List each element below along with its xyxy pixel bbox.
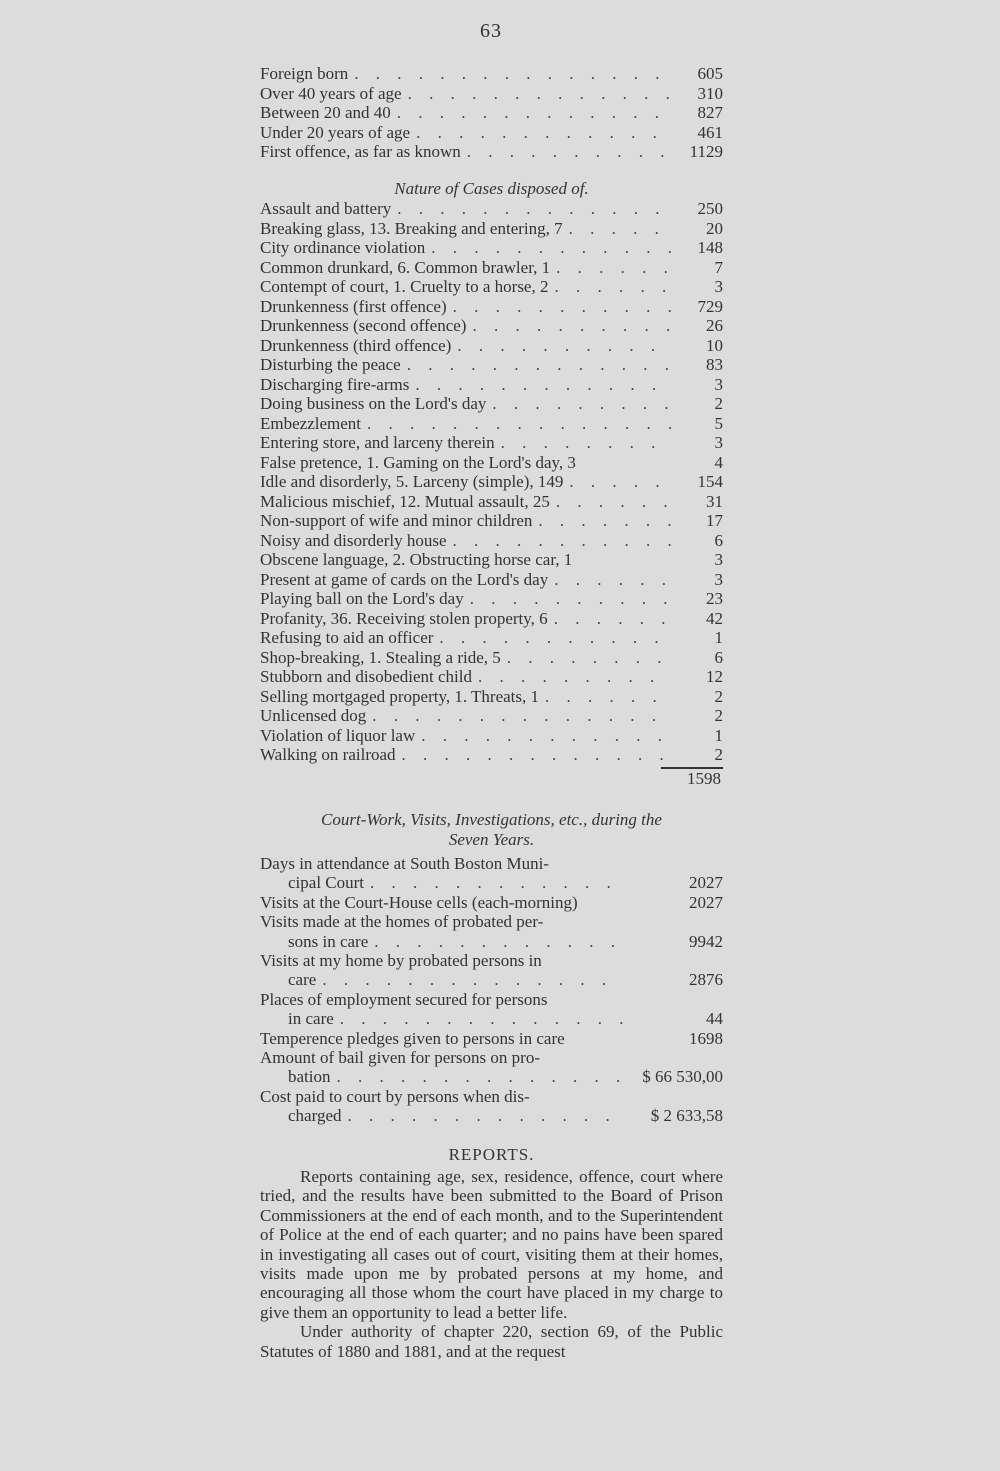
case-count: 729 — [697, 296, 723, 316]
court-work-item — [260, 912, 723, 951]
case-count: 3 — [714, 374, 723, 394]
case-row — [260, 589, 723, 609]
court-work-value: $ 66 530,00 — [642, 1067, 723, 1087]
court-work-value: 2027 — [689, 873, 723, 893]
case-row — [260, 336, 723, 356]
case-label: Selling mortgaged property, 1. Threats, 1 — [260, 686, 540, 706]
case-count: 31 — [706, 491, 723, 511]
case-label: Present at game of cards on the Lord's day — [260, 569, 549, 589]
case-row — [260, 531, 723, 551]
case-label: False pretence, 1. Gaming on the Lord's day, 3 — [260, 452, 576, 472]
case-count: 2 — [714, 706, 723, 725]
case-row — [260, 550, 723, 570]
case-row — [260, 511, 723, 531]
reports-paragraph-1: Reports containing age, sex, residence, offence, court where tried, and the results have been submitted to the Board of Prison Commissioners at the end of each month, and to the Superintendent of Police at the end of each quarter; and no pains have been spared in investigating all cases out of court, visiting them at their homes, visits made upon me by probated persons at my home, and encouraging all those whom the court have placed in my charge to give them an opportunity to lead a better life. — [260, 1167, 723, 1322]
case-row — [260, 492, 723, 512]
court-work-value: 1698 — [689, 1028, 723, 1048]
case-count: 5 — [714, 413, 723, 433]
cases-heading: Nature of Cases disposed of. — [394, 179, 589, 198]
case-label: Obscene language, 2. Obstructing horse car, 1 — [260, 550, 573, 569]
case-row — [260, 258, 723, 278]
case-label: Noisy and disorderly house — [260, 530, 447, 550]
court-work-item — [260, 990, 723, 1029]
case-row — [260, 609, 723, 629]
court-work-item — [260, 893, 723, 912]
case-count: 20 — [706, 218, 723, 238]
case-count: 10 — [706, 335, 723, 355]
case-row — [260, 316, 723, 336]
court-work-value: 9942 — [689, 931, 723, 951]
case-row — [260, 570, 723, 590]
case-count: 12 — [706, 667, 723, 686]
court-work-label: Temperence pledges given to persons in care — [260, 1028, 565, 1048]
case-row — [260, 667, 723, 687]
case-row — [260, 355, 723, 375]
court-work-item — [260, 1048, 723, 1087]
cases-total: 1598 — [687, 768, 721, 788]
case-count: 4 — [714, 452, 723, 472]
court-work-label-line1: Amount of bail given for persons on pro- — [260, 1047, 540, 1067]
cases-table — [260, 199, 723, 765]
case-row — [260, 238, 723, 258]
summary-row: Over 40 years of age . . . 310 — [260, 84, 723, 104]
court-work-label-line1: Visits made at the homes of probated per- — [260, 912, 544, 932]
case-label: Profanity, 36. Receiving stolen property, 6 — [260, 608, 548, 628]
case-count: 1 — [714, 628, 723, 647]
reports-title: REPORTS. — [448, 1145, 535, 1164]
case-row — [260, 453, 723, 473]
summary-row: Under 20 years of age . . . 461 — [260, 123, 723, 143]
court-work-value: 2027 — [689, 892, 723, 912]
case-label: Playing ball on the Lord's day — [260, 589, 464, 608]
case-row — [260, 745, 723, 765]
case-label: Stubborn and disobedient child — [260, 667, 473, 686]
court-work-item — [260, 1029, 723, 1048]
case-label: Embezzlement — [260, 413, 362, 433]
reports-section — [260, 1143, 723, 1361]
case-label: Refusing to aid an officer — [260, 628, 434, 647]
case-label: Common drunkard, 6. Common brawler, 1 — [260, 257, 551, 277]
court-work-value: $ 2 633,58 — [650, 1106, 723, 1126]
reports-paragraph-2: Under authority of chapter 220, section 69, of the Public Statutes of 1880 and 1881, and at the request — [260, 1322, 723, 1361]
case-count: 2 — [714, 394, 723, 413]
case-row — [260, 628, 723, 648]
case-label: City ordinance violation — [260, 238, 426, 257]
case-label: Malicious mischief, 12. Mutual assault, 25 — [260, 491, 550, 511]
court-work-label: bation — [288, 1067, 331, 1087]
case-label: Disturbing the peace — [260, 355, 401, 374]
case-row — [260, 687, 723, 707]
court-work-section — [260, 810, 723, 1125]
court-work-label: in care — [288, 1009, 334, 1029]
summary-row: First offence, as far as known . . . 1129 — [260, 142, 723, 162]
case-row — [260, 726, 723, 746]
case-label: Entering store, and larceny therein — [260, 433, 495, 452]
court-work-label-line1: Days in attendance at South Boston Muni- — [260, 854, 549, 873]
case-row — [260, 648, 723, 668]
court-work-label-line1: Places of employment secured for persons — [260, 989, 548, 1009]
case-row — [260, 433, 723, 453]
case-count: 26 — [706, 316, 723, 335]
court-work-item — [260, 854, 723, 893]
court-work-label-line1: Visits at my home by probated persons in — [260, 950, 542, 970]
case-count: 42 — [706, 608, 723, 628]
case-label: Walking on railroad — [260, 745, 396, 764]
case-label: Doing business on the Lord's day — [260, 394, 487, 413]
case-count: 6 — [714, 530, 723, 550]
case-count: 250 — [697, 199, 723, 218]
court-work-list — [260, 854, 723, 1125]
court-work-label: Visits at the Court-House cells (each-morning) — [260, 892, 578, 912]
case-count: 7 — [714, 257, 723, 277]
case-count: 2 — [714, 686, 723, 706]
court-work-heading — [260, 810, 723, 850]
case-label: Breaking glass, 13. Breaking and entering, 7 — [260, 218, 563, 238]
case-label: Unlicensed dog — [260, 706, 367, 725]
case-row — [260, 297, 723, 317]
case-count: 1 — [714, 725, 723, 745]
case-row — [260, 219, 723, 239]
case-row — [260, 472, 723, 492]
case-count: 17 — [706, 511, 723, 530]
case-count: 6 — [714, 647, 723, 667]
case-label: Assault and battery — [260, 199, 392, 218]
case-row — [260, 277, 723, 297]
court-work-item — [260, 951, 723, 990]
case-label: Shop-breaking, 1. Stealing a ride, 5 — [260, 647, 501, 667]
case-label: Violation of liquor law — [260, 725, 416, 745]
case-label: Drunkenness (third offence) — [260, 335, 452, 355]
case-count: 23 — [706, 589, 723, 608]
case-row — [260, 199, 723, 219]
case-row — [260, 414, 723, 434]
court-work-heading-line2: Seven Years. — [448, 830, 535, 849]
court-work-item — [260, 1087, 723, 1126]
summary-row: Between 20 and 40 . . . 827 — [260, 103, 723, 123]
case-count: 83 — [706, 355, 723, 374]
court-work-label-line1: Cost paid to court by persons when dis- — [260, 1086, 530, 1106]
case-count: 148 — [697, 238, 723, 257]
case-row — [260, 394, 723, 414]
case-row — [260, 706, 723, 726]
case-label: Idle and disorderly, 5. Larceny (simple), 149 — [260, 472, 564, 491]
summary-section — [260, 64, 723, 162]
court-work-label: care — [288, 970, 317, 990]
case-label: Non-support of wife and minor children — [260, 511, 533, 530]
case-label: Contempt of court, 1. Cruelty to a horse, 2 — [260, 277, 549, 296]
court-work-value: 2876 — [689, 970, 723, 990]
case-count: 3 — [714, 433, 723, 452]
court-work-label: cipal Court — [288, 873, 365, 893]
court-work-heading-line1: Court-Work, Visits, Investigations, etc., during the — [321, 810, 662, 829]
court-work-value: 44 — [706, 1009, 723, 1029]
case-label: Drunkenness (first offence) — [260, 296, 447, 316]
cases-section — [260, 178, 723, 789]
court-work-label: charged — [288, 1106, 342, 1126]
court-work-label: sons in care — [288, 931, 369, 951]
page-number: 63 — [480, 20, 502, 42]
case-label: Discharging fire-arms — [260, 374, 410, 394]
case-count: 3 — [714, 569, 723, 589]
summary-row: Foreign born . . . 605 — [260, 64, 723, 84]
case-count: 3 — [714, 277, 723, 296]
case-label: Drunkenness (second offence) — [260, 316, 467, 335]
case-count: 2 — [714, 745, 723, 764]
case-row — [260, 375, 723, 395]
case-count: 154 — [697, 472, 723, 491]
case-count: 3 — [714, 550, 723, 569]
